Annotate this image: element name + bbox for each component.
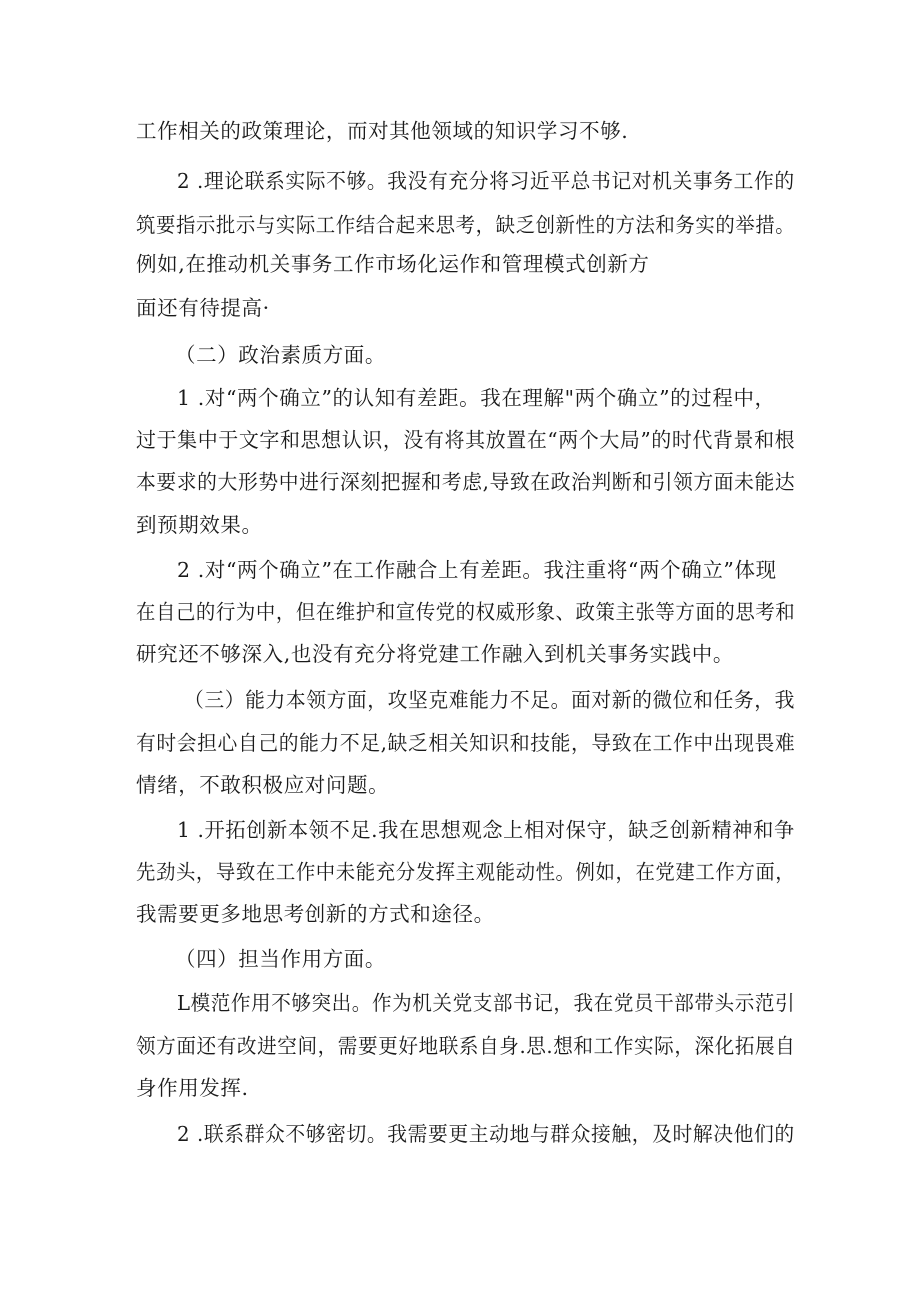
- text-line-9: 本要求的大形势中进行深刻把握和考虑,导致在政治判断和引领方面未能达: [136, 470, 796, 494]
- text-line-23: 身作用发挥.: [136, 1076, 249, 1100]
- text-line-3: 筑要指示批示与实际工作结合起来思考，缺乏创新性的方法和务实的举措。: [136, 213, 796, 237]
- text-line-7: 1 .对“两个确立”的认知有差距。我在理解"两个确立”的过程中，: [177, 386, 776, 410]
- text-line-4: 例如,在推动机关事务工作市场化运作和管理模式创新方: [136, 252, 650, 276]
- text-line-8: 过于集中于文字和思想认识，没有将其放置在“两个大局”的时代背景和根: [136, 428, 796, 452]
- section-heading-4: （四）担当作用方面。: [175, 947, 386, 971]
- text-line-12: 在自己的行为中，但在维护和宣传党的权威形象、政策主张等方面的思考和: [136, 600, 796, 624]
- text-line-19: 我需要更多地思考创新的方式和途径。: [136, 902, 495, 926]
- text-line-2: 2 .理论联系实际不够。我没有充分将习近平总书记对机关事务工作的: [177, 169, 795, 193]
- text-line-13: 研究还不够深入,也没有充分将党建工作融入到机关事务实践中。: [136, 642, 734, 666]
- text-line-5: 面还有待提高·: [136, 296, 270, 320]
- text-line-18: 先劲头，导致在工作中未能充分发挥主观能动性。例如，在党建工作方面，: [136, 860, 796, 884]
- text-line-1: 工作相关的政策理论，而对其他领域的知识学习不够.: [136, 119, 629, 143]
- text-line-24: 2 .联系群众不够密切。我需要更主动地与群众接触，及时解决他们的: [177, 1122, 795, 1146]
- text-line-15: 有时会担心自己的能力不足,缺乏相关知识和技能，导致在工作中出现畏难: [136, 731, 796, 755]
- section-heading-3: （三）能力本领方面，攻坚克难能力不足。面对新的微位和任务，我: [184, 688, 795, 712]
- text-line-17: 1 .开拓创新本领不足.我在思想观念上相对保守，缺乏创新精神和争: [177, 818, 795, 842]
- text-line-16: 情绪，不敢积极应对问题。: [136, 773, 390, 797]
- text-line-22: 领方面还有改进空间，需要更好地联系自身.思.想和工作实际，深化拓展自: [136, 1034, 796, 1058]
- text-line-21: L模范作用不够突出。作为机关党支部书记，我在党员干部带头示范引: [177, 991, 796, 1015]
- text-line-10: 到预期效果。: [136, 513, 263, 537]
- section-heading-2: （二）政治素质方面。: [175, 343, 386, 367]
- text-line-11: 2 .对“两个确立”在工作融合上有差距。我注重将“两个确立”体现: [177, 558, 777, 582]
